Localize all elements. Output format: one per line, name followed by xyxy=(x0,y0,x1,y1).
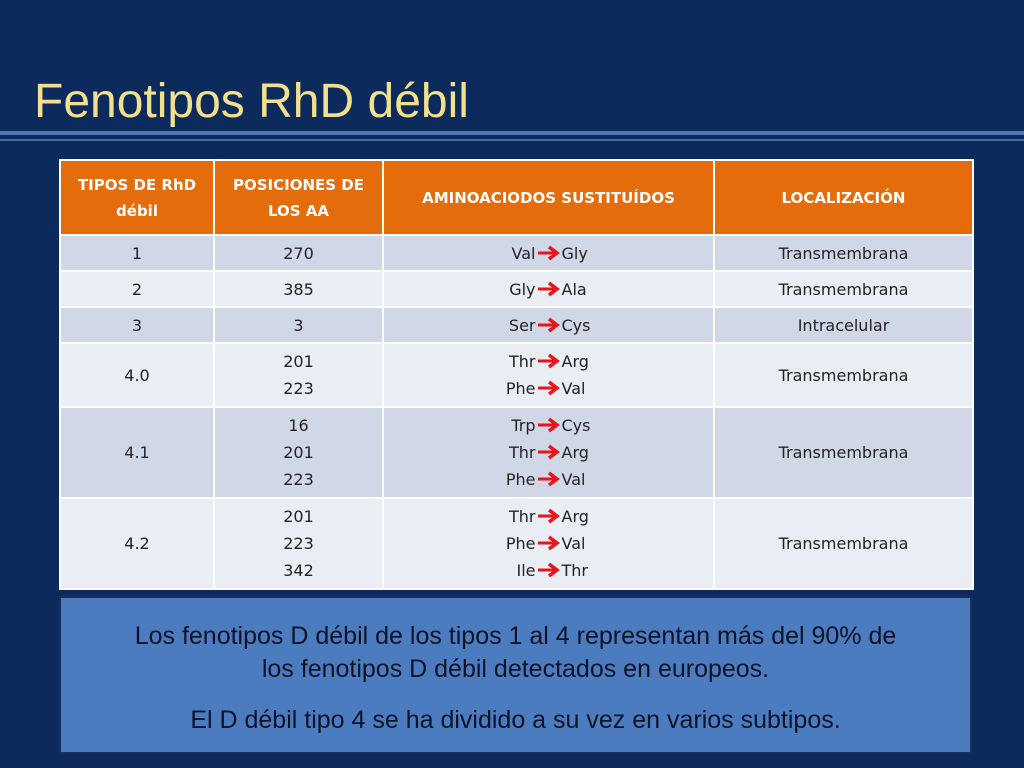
posicion-value: 385 xyxy=(283,279,314,299)
cell-localizacion: Transmembrana xyxy=(714,271,973,307)
sustitucion-line xyxy=(388,466,709,493)
table-row xyxy=(60,407,973,498)
sustitucion-line xyxy=(388,276,709,303)
aa-sustituido: Cys xyxy=(561,315,591,335)
sustitucion-line xyxy=(388,312,709,339)
right-arrow-icon xyxy=(536,242,562,258)
cell-tipo: 3 xyxy=(60,307,214,343)
cell-posiciones xyxy=(214,271,383,307)
cell-sustituciones xyxy=(383,343,714,407)
summary-box xyxy=(59,596,972,754)
sustitucion-line xyxy=(388,530,709,557)
aa-original: Gly xyxy=(509,279,536,299)
right-arrow-icon xyxy=(536,468,562,484)
sustitucion-line xyxy=(388,557,709,584)
posicion-value: 201 xyxy=(283,352,314,371)
aa-sustituido: Arg xyxy=(561,352,589,371)
aa-original: Ser xyxy=(508,315,536,335)
aa-sustituido: Ala xyxy=(561,279,587,299)
header-posiciones: POSICIONES DE LOS AA xyxy=(214,160,383,235)
aa-original: Phe xyxy=(505,534,536,553)
posicion-value: 16 xyxy=(288,416,309,435)
right-arrow-icon xyxy=(536,441,562,457)
table-header-row xyxy=(60,160,973,235)
summary-line-2: El D débil tipo 4 se ha dividido a su vez en varios subtipos. xyxy=(190,706,841,734)
summary-line-1: Los fenotipos D débil de los tipos 1 al 4 representan más del 90% de los fenotipos D débil detectados en europeos. xyxy=(134,622,897,683)
cell-tipo: 2 xyxy=(60,271,214,307)
header-localizacion: LOCALIZACIÓN xyxy=(714,160,973,235)
header-aminoacidos: AMINOACIODOS SUSTITUÍDOS xyxy=(383,160,714,235)
sustitucion-line xyxy=(388,439,709,466)
aa-sustituido: Cys xyxy=(561,416,591,435)
right-arrow-icon xyxy=(536,350,562,366)
posicion-value: 201 xyxy=(283,443,314,462)
cell-localizacion: Transmembrana xyxy=(714,235,973,271)
right-arrow-icon xyxy=(536,314,562,330)
cell-posiciones xyxy=(214,498,383,589)
cell-tipo: 1 xyxy=(60,235,214,271)
slide-title: Fenotipos RhD débil xyxy=(34,75,469,128)
aa-original: Val xyxy=(511,243,536,263)
cell-tipo: 4.2 xyxy=(60,498,214,589)
table-row xyxy=(60,271,973,307)
aa-sustituido: Val xyxy=(561,534,586,553)
aa-original: Trp xyxy=(511,416,536,435)
right-arrow-icon xyxy=(536,377,562,393)
table-row xyxy=(60,307,973,343)
right-arrow-icon xyxy=(536,532,562,548)
cell-sustituciones xyxy=(383,407,714,498)
cell-tipo: 4.1 xyxy=(60,407,214,498)
table-row xyxy=(60,235,973,271)
aa-sustituido: Arg xyxy=(561,443,589,462)
aa-original: Phe xyxy=(505,379,536,398)
title-divider-thin xyxy=(0,139,1024,141)
cell-posiciones xyxy=(214,307,383,343)
sustitucion-line xyxy=(388,412,709,439)
aa-sustituido: Gly xyxy=(561,243,588,263)
table-row xyxy=(60,498,973,589)
posicion-value: 342 xyxy=(283,561,314,580)
sustitucion-line xyxy=(388,348,709,375)
aa-original: Thr xyxy=(509,443,536,462)
aa-sustituido: Val xyxy=(561,379,586,398)
cell-sustituciones xyxy=(383,498,714,589)
cell-posiciones xyxy=(214,343,383,407)
aa-original: Ile xyxy=(516,561,536,580)
cell-localizacion: Transmembrana xyxy=(714,343,973,407)
posicion-value: 223 xyxy=(283,470,314,489)
posicion-value: 223 xyxy=(283,379,314,398)
header-tipo: TIPOS DE RhD débil xyxy=(60,160,214,235)
cell-sustituciones xyxy=(383,271,714,307)
cell-posiciones xyxy=(214,235,383,271)
posicion-value: 3 xyxy=(293,315,304,335)
posicion-value: 270 xyxy=(283,243,314,263)
sustitucion-line xyxy=(388,375,709,402)
cell-localizacion: Transmembrana xyxy=(714,498,973,589)
right-arrow-icon xyxy=(536,559,562,575)
aa-sustituido: Val xyxy=(561,470,586,489)
cell-sustituciones xyxy=(383,307,714,343)
aa-sustituido: Thr xyxy=(561,561,588,580)
rhd-table xyxy=(59,159,974,590)
aa-sustituido: Arg xyxy=(561,507,589,526)
aa-original: Thr xyxy=(509,507,536,526)
cell-posiciones xyxy=(214,407,383,498)
cell-localizacion: Transmembrana xyxy=(714,407,973,498)
posicion-value: 201 xyxy=(283,507,314,526)
sustitucion-line xyxy=(388,503,709,530)
title-divider xyxy=(0,131,1024,135)
aa-original: Thr xyxy=(509,352,536,371)
table-row xyxy=(60,343,973,407)
cell-sustituciones xyxy=(383,235,714,271)
aa-original: Phe xyxy=(505,470,536,489)
posicion-value: 223 xyxy=(283,534,314,553)
sustitucion-line xyxy=(388,240,709,267)
right-arrow-icon xyxy=(536,414,562,430)
cell-localizacion: Intracelular xyxy=(714,307,973,343)
right-arrow-icon xyxy=(536,505,562,521)
cell-tipo: 4.0 xyxy=(60,343,214,407)
right-arrow-icon xyxy=(536,278,562,294)
